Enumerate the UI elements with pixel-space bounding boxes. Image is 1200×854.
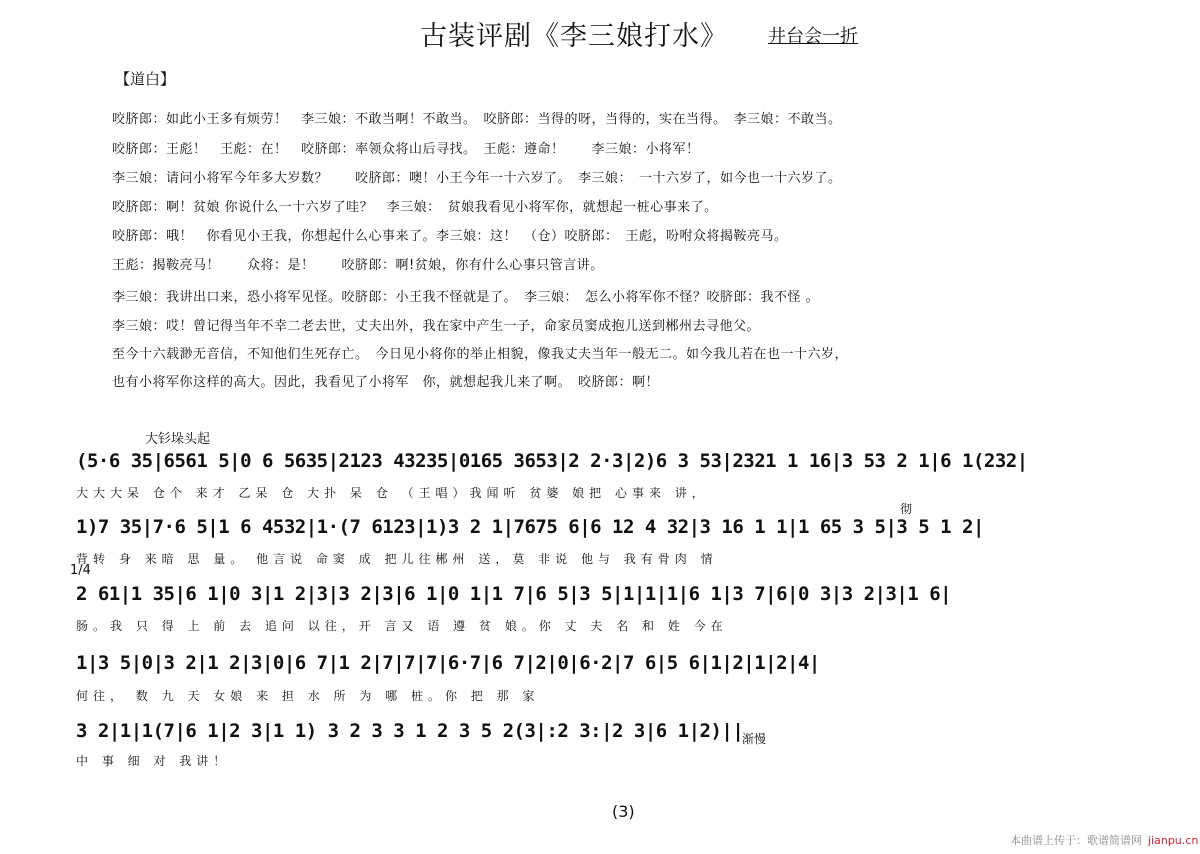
dialogue-line: 咬脐郎：王彪！ 王彪：在！ 咬脐郎：率领众将山后寻找。 王彪：遵命！ 李三娘：小将军！ bbox=[112, 142, 700, 157]
footer bbox=[1010, 832, 1198, 848]
score-notes: 3 2|1|1(7|6 1|2 3|1 1) 3 2 3 3 1 2 3 5 2(3|:2 3:|2 3|6 1|2)|| bbox=[76, 720, 744, 742]
footer-text: 本曲谱上传于：歌谱简谱网 bbox=[1010, 834, 1142, 847]
score-notes: 2 61|1 35|6 1|0 3|1 2|3|3 2|3|6 1|0 1|1 7|6 5|3 5|1|1|1|6 1|3 7|6|0 3|3 2|3|1 6| bbox=[76, 583, 952, 605]
score-notes: 1)7 35|7·6 5|1 6 4532|1·(7 6123|1)3 2 1|7675 6|6 12 4 32|3 16 1 1|1 65 3 5|3 5 1 2| bbox=[76, 516, 984, 538]
page-number: (3) bbox=[612, 802, 635, 821]
time-ratio: 1/4 bbox=[70, 563, 91, 578]
dialogue-line: 李三娘：请问小将军今年多大岁数？ 咬脐郎：噢！小王今年一十六岁了。 李三娘： 一十六岁了，如今也一十六岁了。 bbox=[112, 171, 842, 186]
dialogue-line: 也有小将军你这样的高大。因此，我看见了小将军 你，就想起我儿来了啊。 咬脐郎：啊！ bbox=[112, 375, 660, 390]
score-lyrics: 肠。我 只 得 上 前 去 追问 以往，开 言又 语 遵 贫 娘。你 丈 夫 名 和 姓 今在 bbox=[76, 619, 728, 633]
dialogue-line: 李三娘：哎！曾记得当年不幸二老去世，丈夫出外，我在家中产生一子，命家员窦成抱儿送到郴州去寻他父。 bbox=[112, 319, 761, 334]
slow-mark: 渐慢 bbox=[742, 732, 767, 746]
score-lyrics: 背转 身 来暗 思 量。 他言说 命窦 成 把儿往郴州 送，莫 非说 他与 我有骨肉 情 bbox=[76, 552, 718, 566]
dialogue-line: 王彪：揭鞍亮马！ 众将：是！ 咬脐郎：啊!贫娘，你有什么心事只管言讲。 bbox=[112, 258, 604, 273]
dialogue-line: 咬脐郎：如此小王多有烦劳！ 李三娘：不敢当啊！不敢当。 咬脐郎：当得的呀，当得的，实在当得。 李三娘：不敢当。 bbox=[112, 112, 842, 127]
score-notes: (5·6 35|6561 5|0 6 5635|2123 43235|0165 3653|2 2·3|2)6 3 53|2321 1 16|3 53 2 1|6 1(232| bbox=[76, 450, 1028, 472]
dialogue-line: 至今十六载渺无音信，不知他们生死存亡。 今日见小将你的举止相貌，像我丈夫当年一般无二。如今我儿若在也一十六岁， bbox=[112, 347, 849, 362]
fermata-mark: 彻 bbox=[900, 502, 913, 516]
page-subtitle: 井台会一折 bbox=[768, 26, 858, 47]
score-lyrics: 中 事 细 对 我讲！ bbox=[76, 754, 231, 768]
footer-url[interactable]: jianpu.cn bbox=[1148, 834, 1199, 847]
tempo-mark: 大钐垛头起 bbox=[145, 432, 211, 447]
page-title: 古装评剧《李三娘打水》 bbox=[420, 21, 728, 52]
section-label: 【道白】 bbox=[115, 70, 176, 88]
dialogue-line: 咬脐郎：啊！贫娘 你说什么一十六岁了哇？ 李三娘： 贫娘我看见小将军你，就想起一桩心事来了。 bbox=[112, 200, 718, 215]
score-lyrics: 何往， 数 九 天 女娘 来 担 水 所 为 哪 桩。你 把 那 家 bbox=[76, 689, 540, 703]
dialogue-line: 李三娘：我讲出口来，恐小将军见怪。咬脐郎：小王我不怪就是了。 李三娘： 怎么小将军你不怪？咬脐郎：我不怪 。 bbox=[112, 290, 820, 305]
score-lyrics: 大大大呆 仓个 来才 乙呆 仓 大扑 呆 仓 （王唱）我闻听 贫婆 娘把 心事来 讲， bbox=[76, 486, 709, 500]
score-notes: 1|3 5|0|3 2|1 2|3|0|6 7|1 2|7|7|7|6·7|6 7|2|0|6·2|7 6|5 6|1|2|1|2|4| bbox=[76, 652, 820, 674]
dialogue-line: 咬脐郎：哦！ 你看见小王我，你想起什么心事来了。李三娘：这！ （仓）咬脐郎： 王彪，吩咐众将揭鞍亮马。 bbox=[112, 229, 788, 244]
